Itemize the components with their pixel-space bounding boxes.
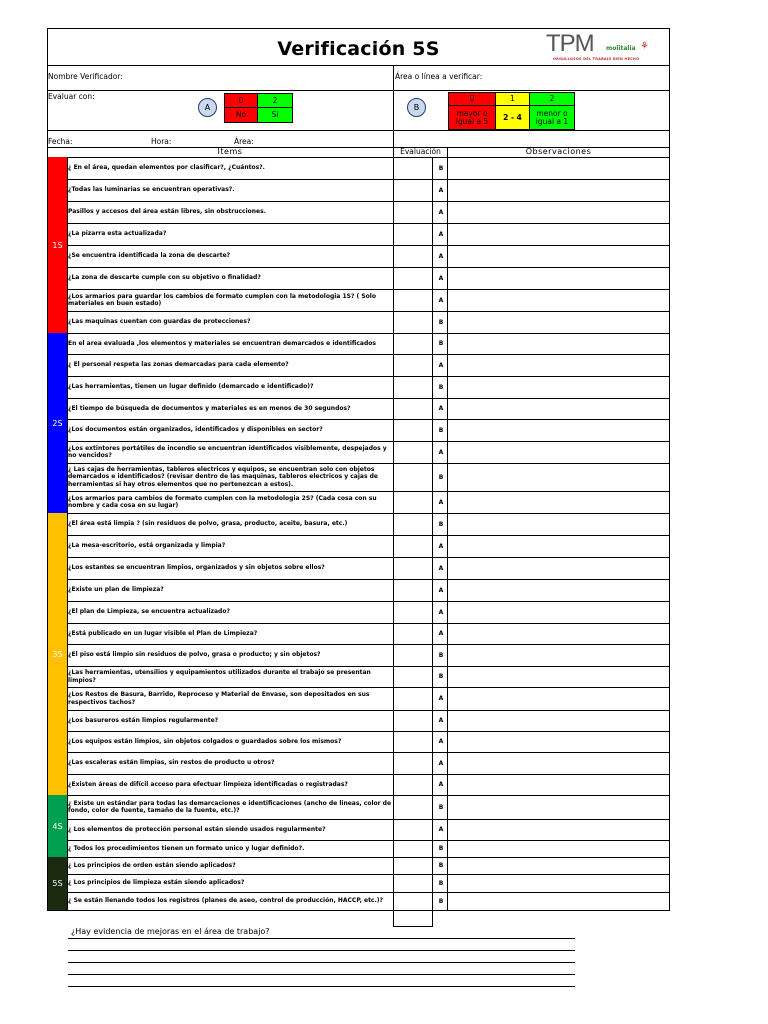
item-question: ¿Los equipos están limpios, sin objetos colgados o guardados sobre los mismos? [68, 737, 342, 745]
evaluation-type: A [438, 448, 444, 456]
evaluation-field[interactable] [394, 289, 432, 311]
evaluation-field[interactable] [394, 687, 432, 710]
observation-field[interactable] [448, 752, 670, 774]
wheat-icon: ⚘ [640, 41, 649, 52]
observation-field[interactable] [448, 157, 670, 179]
observation-field[interactable] [448, 398, 670, 419]
observation-field[interactable] [448, 874, 670, 892]
evaluation-field[interactable] [394, 354, 432, 376]
evaluation-type: A [438, 208, 444, 216]
evaluation-field[interactable] [394, 179, 432, 201]
observation-field[interactable] [448, 376, 670, 398]
evaluation-type: A [438, 586, 444, 594]
item-question: ¿Está publicado en un lugar visible el Plan de Limpieza? [68, 629, 258, 637]
evaluation-field[interactable] [394, 579, 432, 601]
evaluation-type: B [438, 383, 444, 391]
item-question: ¿El tiempo de búsqueda de documentos y materiales es en menos de 30 segundos? [68, 404, 351, 412]
answer-line [68, 986, 575, 987]
evaluation-field[interactable] [394, 245, 432, 267]
evaluation-type: A [438, 405, 444, 412]
evaluation-type: A [438, 186, 444, 194]
checklist-row [67, 354, 669, 377]
evaluation-field[interactable] [394, 267, 432, 289]
logo-tagline: ORGULLOSOS DEL TRABAJO BIEN HECHO [553, 57, 640, 61]
evaluation-field[interactable] [394, 644, 432, 666]
evaluation-field[interactable] [394, 731, 432, 752]
checklist-row [67, 874, 669, 893]
evaluation-field[interactable] [394, 513, 432, 535]
evaluate-label: Evaluar con: [48, 92, 95, 101]
category-5s: 5S [48, 857, 67, 910]
item-question: ¿Los armarios para guardar los cambios de formato cumplen con la metodologia 1S? ( Solo materiales en buen estado) [68, 292, 376, 307]
item-question: ¿ Los principios de limpieza están siendo aplicados? [68, 879, 245, 887]
area-line-label: Área o línea a verificar: [395, 72, 483, 81]
evaluation-type: A [438, 826, 444, 833]
evaluation-field[interactable] [394, 333, 432, 354]
checklist-row [67, 311, 669, 334]
item-question: ¿La pizarra esta actualizada? [68, 230, 167, 238]
evaluation-field[interactable] [394, 398, 432, 419]
evaluation-field[interactable] [394, 441, 432, 463]
molitalia-logo: molitalia [606, 45, 636, 52]
item-question: ¿Las escaleras están limpias, sin restos de producto u otros? [68, 759, 275, 767]
checklist-row [67, 491, 669, 514]
checklist-row [67, 731, 669, 753]
evaluation-type: A [438, 759, 444, 767]
item-question: ¿ Todos los procedimientos tienen un formato unico y lugar definido?. [68, 844, 305, 852]
area-short-label: Área: [234, 137, 254, 146]
checklist-row [67, 623, 669, 645]
observation-field[interactable] [448, 463, 670, 491]
item-question: ¿ El personal respeta las zonas demarcadas para cada elemento? [68, 361, 289, 369]
item-question: ¿ Los principios de orden están siendo aplicados? [68, 861, 236, 869]
item-question: ¿ Los elementos de protección personal están siendo usados regularmente? [68, 825, 326, 833]
evaluation-type: B [438, 862, 444, 869]
observation-field[interactable] [448, 623, 670, 644]
answer-line [68, 974, 575, 975]
evaluation-field[interactable] [394, 601, 432, 623]
observation-field[interactable] [448, 819, 670, 840]
observation-field[interactable] [448, 644, 670, 666]
evaluation-field[interactable] [394, 557, 432, 579]
evaluation-type: B [438, 318, 444, 326]
checklist-row [67, 687, 669, 711]
item-question: ¿Los basureros están limpios regularmente? [68, 716, 219, 724]
item-question: ¿ En el área, quedan elementos por clasificar?, ¿Cuántos?. [68, 164, 265, 172]
checklist-row [67, 840, 669, 858]
evaluation-field[interactable] [394, 535, 432, 557]
item-question: ¿Los Restos de Basura, Barrido, Reproceso y Material de Envase, son depositados en sus respectivos tachos? [68, 691, 370, 706]
item-question: ¿El área está limpia ? (sin residuos de polvo, grasa, producto, aceite, basura, etc.) [68, 520, 348, 528]
observations-header: Observaciones [525, 147, 592, 156]
observation-field[interactable] [448, 179, 670, 201]
item-question: ¿Los extintores portátiles de incendio se encuentran identificados visiblemente, despejados y no vencidos? [68, 444, 387, 459]
observation-field[interactable] [448, 419, 670, 441]
category-2s: 2S [48, 333, 67, 513]
answer-line [68, 938, 575, 939]
item-question: ¿ Existe un estándar para todas las demarcaciones e identificaciones (ancho de lineas, color de fondo, color de fuente, tamaño de la fuente, etc.)? [68, 799, 392, 814]
evaluation-field[interactable] [394, 892, 432, 910]
page-title: Verificación 5S [277, 38, 440, 60]
evaluation-field[interactable] [394, 819, 432, 840]
observation-field[interactable] [448, 774, 670, 795]
item-question: ¿Los documentos están organizados, identificados y disponibles en sector? [68, 426, 323, 434]
item-question: ¿Los armarios para cambios de formato cumplen con la metodologia 2S? (Cada cosa con su nombre y cada cosa en su lugar) [68, 494, 377, 509]
checklist-row [67, 463, 669, 492]
evaluation-field[interactable] [394, 752, 432, 774]
category-4s: 4S [48, 795, 67, 857]
legend-a-two: 2 [257, 93, 293, 108]
checklist-row [67, 398, 669, 420]
evaluation-type: B [438, 520, 444, 528]
checklist-row [67, 666, 669, 688]
evaluation-type: A [438, 252, 444, 260]
checklist-row [67, 289, 669, 312]
evaluation-field[interactable] [394, 857, 432, 874]
evaluation-type: B [438, 897, 444, 905]
item-question: ¿El piso está limpio sin residuos de polvo, grasa o producto; y sin objetos? [68, 651, 321, 659]
checklist-row [67, 795, 669, 820]
legend-b-circle: B [407, 98, 426, 117]
item-question: ¿La mesa-escritorio, está organizada y limpia? [68, 542, 226, 550]
checklist-row [67, 857, 669, 875]
evaluation-type: A [438, 564, 444, 572]
improvements-question: ¿Hay evidencia de mejoras en el área de trabajo? [71, 927, 270, 936]
evaluation-type: A [438, 498, 444, 506]
legend-a-zero: 0 [224, 93, 258, 108]
observation-field[interactable] [448, 557, 670, 579]
checklist-row [67, 201, 669, 224]
answer-line [68, 962, 575, 963]
checklist-row [67, 892, 669, 911]
evaluation-field[interactable] [394, 419, 432, 441]
evaluation-field[interactable] [394, 463, 432, 491]
evaluation-type: B [438, 651, 444, 659]
observation-field[interactable] [448, 441, 670, 463]
checklist-row [67, 535, 669, 558]
evaluation-type: A [438, 695, 444, 702]
checklist-row [67, 644, 669, 667]
observation-field[interactable] [448, 223, 670, 245]
legend-b-mid: 2 - 4 [495, 105, 530, 130]
checklist-row [67, 157, 669, 180]
observation-field[interactable] [448, 687, 670, 710]
item-question: ¿Existe un plan de limpieza? [68, 586, 164, 594]
legend-a-circle: A [198, 98, 217, 117]
item-question: ¿Las herramientas, utensilios y equipamientos utilizados durante el trabajo se presentan limpios? [68, 669, 371, 684]
evaluation-header: Evaluación [400, 147, 441, 156]
evaluation-type: A [438, 738, 444, 745]
item-question: ¿La zona de descarte cumple con su objetivo o finalidad? [68, 274, 261, 282]
evaluation-type: A [438, 296, 444, 304]
observation-field[interactable] [448, 245, 670, 267]
observation-field[interactable] [448, 201, 670, 223]
evaluation-field[interactable] [394, 311, 432, 333]
evaluation-type: B [438, 845, 444, 852]
checklist-row [67, 710, 669, 732]
observation-field[interactable] [448, 579, 670, 601]
legend-b-one: 1 [495, 92, 530, 106]
observation-field[interactable] [448, 535, 670, 557]
legend-a-si: Si [257, 107, 293, 123]
observation-field[interactable] [448, 731, 670, 752]
tpm-logo: TPM [546, 30, 594, 57]
legend-b-low: menor o igual a 1 [529, 105, 575, 130]
legend-b-two: 2 [529, 92, 575, 106]
evaluation-type: B [438, 426, 444, 434]
checklist-row [67, 752, 669, 775]
evaluation-type: B [438, 673, 444, 680]
observation-field[interactable] [448, 333, 670, 354]
item-question: ¿Todas las luminarias se encuentran operativas?. [68, 186, 235, 194]
evaluation-field[interactable] [394, 840, 432, 857]
item-question: Pasillos y accesos del área están libres, sin obstrucciones. [68, 208, 266, 216]
date-label: Fecha: [48, 137, 73, 146]
evaluation-field[interactable] [394, 223, 432, 245]
checklist-row [67, 774, 669, 796]
evaluation-type: A [438, 230, 444, 238]
observation-field[interactable] [448, 840, 670, 857]
evaluation-type: A [438, 274, 444, 282]
item-question: ¿Se encuentra identificada la zona de descarte? [68, 252, 231, 260]
checklist-row [67, 557, 669, 580]
checklist-row [67, 819, 669, 841]
evaluation-field[interactable] [394, 623, 432, 644]
observation-field[interactable] [448, 666, 670, 687]
observation-field[interactable] [448, 710, 670, 731]
item-question: ¿Existen áreas de difícil acceso para efectuar limpieza identificadas o registradas? [68, 780, 348, 788]
checklist-row [67, 513, 669, 536]
time-label: Hora: [151, 137, 172, 146]
checklist-row [67, 376, 669, 399]
observation-field[interactable] [448, 513, 670, 535]
evaluation-type: B [438, 879, 444, 887]
observation-field[interactable] [448, 491, 670, 513]
evaluation-field[interactable] [394, 795, 432, 819]
observation-field[interactable] [448, 289, 670, 311]
evaluation-field[interactable] [394, 774, 432, 795]
evaluation-type: A [438, 630, 444, 637]
legend-b-high: mayor o igual a 5 [448, 105, 496, 130]
checklist-row [67, 245, 669, 268]
item-question: En el area evaluada ,los elementos y materiales se encuentran demarcados e identificados [68, 339, 376, 347]
observation-field[interactable] [448, 354, 670, 376]
evaluation-type: B [438, 340, 444, 347]
checklist-row [67, 579, 669, 602]
checklist-row [67, 333, 669, 355]
item-question: ¿Los estantes se encuentran limpios, organizados y sin objetos sobre ellos? [68, 564, 325, 572]
observation-field[interactable] [448, 892, 670, 910]
evaluation-type: A [438, 717, 444, 724]
observation-field[interactable] [448, 311, 670, 333]
evaluation-type: A [438, 608, 444, 616]
evaluation-field[interactable] [394, 874, 432, 892]
category-1s: 1S [48, 157, 67, 333]
evaluation-field[interactable] [394, 710, 432, 731]
evaluation-field[interactable] [394, 666, 432, 687]
checklist-row [67, 267, 669, 290]
checklist-row [67, 179, 669, 202]
answer-line [68, 950, 575, 951]
item-question: ¿Las herramientas, tienen un lugar definido (demarcado e identificado)? [68, 383, 314, 391]
item-question: ¿ Se están llenando todos los registros (planes de aseo, control de producción, HACCP, etc.)? [68, 897, 383, 905]
checklist-row [67, 223, 669, 246]
evaluation-field[interactable] [394, 491, 432, 513]
evaluation-type: B [438, 473, 444, 481]
checklist-row [67, 419, 669, 442]
evaluation-field[interactable] [394, 157, 432, 179]
evaluation-type: A [438, 361, 444, 369]
evaluation-type: B [438, 164, 444, 172]
evaluation-type: B [438, 803, 444, 811]
evaluation-field[interactable] [394, 201, 432, 223]
checklist-row [67, 601, 669, 624]
category-3s: 3S [48, 513, 67, 795]
observation-field[interactable] [448, 267, 670, 289]
item-question: ¿Las maquinas cuentan con guardas de protecciones? [68, 318, 251, 326]
legend-b-zero: 0 [448, 92, 496, 106]
items-header: Items [217, 147, 243, 156]
observation-field[interactable] [448, 857, 670, 874]
verifier-label: Nombre Verificador: [48, 72, 123, 81]
item-question: ¿El plan de Limpieza, se encuentra actualizado? [68, 608, 230, 616]
evaluation-type: A [438, 781, 444, 788]
evaluation-field[interactable] [394, 376, 432, 398]
observation-field[interactable] [448, 601, 670, 623]
legend-a-no: No [224, 107, 258, 123]
observation-field[interactable] [448, 795, 670, 819]
checklist-row [67, 441, 669, 464]
evaluation-type: A [438, 542, 444, 550]
item-question: ¿ Las cajas de herramientas, tableros electricos y equipos, se encuentran solo con objetos demarcados e identificados? (revisar dentro de las maquinas, tableros electricos y cajas de herramientas si hay otros elementos que no pertenezcan a estos). [68, 465, 378, 488]
